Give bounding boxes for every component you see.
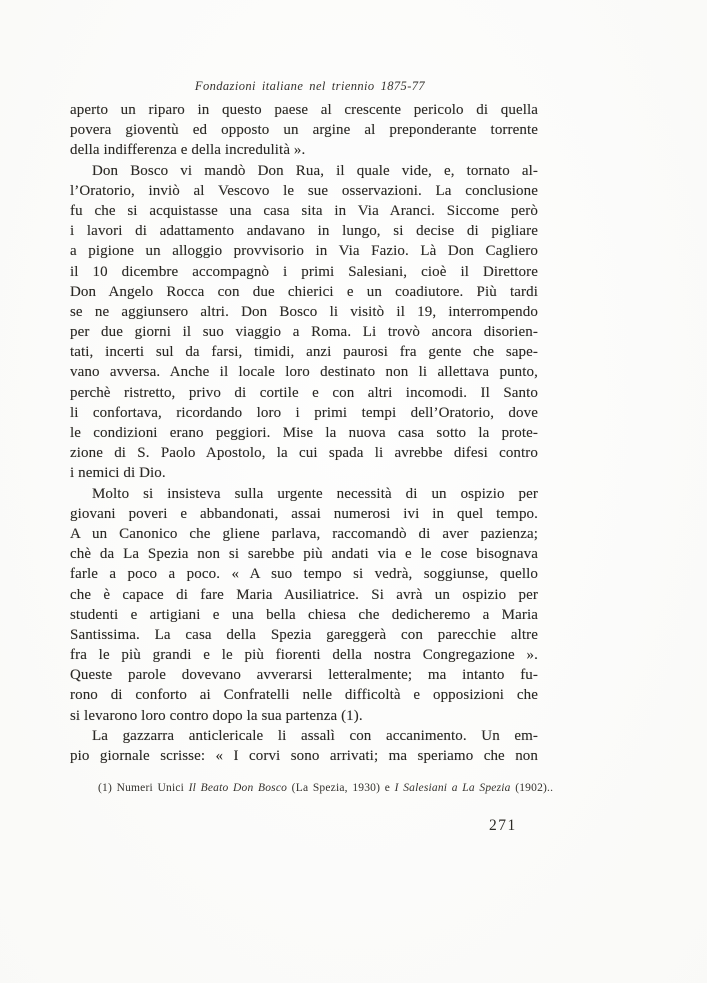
text-line: vano avversa. Anche il locale loro destinato non li allettava punto, bbox=[70, 364, 538, 381]
text-line: studenti e artigiani e una bella chiesa che dedicheremo a Maria bbox=[70, 606, 538, 623]
text-line: Don Angelo Rocca con due chierici e un coadiutore. Più tardi bbox=[70, 283, 538, 300]
running-head: Fondazioni italiane nel triennio 1875-77 bbox=[194, 79, 426, 93]
text-line: La gazzarra anticlericale li assalì con accanimento. Un em- bbox=[92, 727, 538, 744]
footnote-text: (1902).. bbox=[510, 782, 554, 794]
text-line: Queste parole dovevano avverarsi letteralmente; ma intanto fu- bbox=[70, 667, 538, 684]
text-line: per due giorni il suo viaggio a Roma. Li trovò ancora disorien- bbox=[70, 324, 538, 341]
footnote bbox=[70, 782, 570, 794]
text-line: li confortava, ricordando loro i primi tempi dell’Oratorio, dove bbox=[70, 404, 538, 421]
text-line: tati, incerti sul da farsi, timidi, anzi paurosi fra gente che sape- bbox=[70, 344, 538, 361]
text-line: il 10 dicembre accompagnò i primi Salesiani, cioè il Direttore bbox=[70, 263, 538, 280]
text-line: rono di conforto ai Confratelli nelle difficoltà e opposizioni che bbox=[70, 687, 538, 704]
text-line: perchè ristretto, privo di cortile e con altri incomodi. Il Santo bbox=[70, 384, 538, 401]
text-line: i lavori di adattamento andavano in lungo, si decise di pigliare bbox=[70, 223, 538, 240]
text-line: fu che si acquistasse una casa sita in Via Aranci. Siccome però bbox=[70, 202, 538, 219]
text-line: che è capace di fare Maria Ausiliatrice. Si avrà un ospizio per bbox=[70, 586, 538, 603]
text-line: Molto si insisteva sulla urgente necessità di un ospizio per bbox=[92, 485, 538, 502]
footnote-title: I Salesiani a La Spezia bbox=[394, 782, 511, 794]
footnote-title: Il Beato Don Bosco bbox=[188, 782, 288, 794]
text-line: zione di S. Paolo Apostolo, la cui spada li avrebbe difesi contro bbox=[70, 445, 538, 462]
text-line: chè da La Spezia non si sarebbe più andati via e le cose bisognava bbox=[70, 546, 538, 563]
text-line: Don Bosco vi mandò Don Rua, il quale vide, e, tornato al- bbox=[92, 162, 538, 179]
text-line: l’Oratorio, inviò al Vescovo le sue osservazioni. La conclusione bbox=[70, 182, 538, 199]
text-line: fra le più grandi e le più fiorenti della nostra Congregazione ». bbox=[70, 647, 538, 664]
text-line: della indifferenza e della incredulità ». bbox=[70, 142, 306, 159]
text-line: le condizioni erano peggiori. Mise la nuova casa sotto la prote- bbox=[70, 425, 538, 441]
text-line: farle a poco a poco. « A suo tempo si vedrà, soggiunse, quello bbox=[70, 566, 538, 583]
footnote-text: (La Spezia, 1930) e bbox=[287, 782, 395, 794]
footnote-text: (1) Numeri Unici bbox=[98, 782, 189, 794]
body-text bbox=[70, 100, 538, 766]
text-line: se ne aggiunsero altri. Don Bosco li visitò il 19, interrompendo bbox=[70, 303, 538, 320]
text-line: Santissima. La casa della Spezia gareggerà con parecchie altre bbox=[70, 626, 538, 643]
text-line: pio giornale scrisse: « I corvi sono arrivati; ma speriamo che non bbox=[70, 748, 538, 764]
page-number: 271 bbox=[489, 817, 517, 834]
text-line: si levarono loro contro dopo la sua partenza (1). bbox=[70, 707, 363, 724]
text-line: a pigione un alloggio provvisorio in Via Fazio. Là Don Cagliero bbox=[70, 243, 538, 260]
text-line: giovani poveri e abbandonati, assai numerosi ivi in quel tempo. bbox=[70, 505, 538, 522]
text-line: aperto un riparo in questo paese al crescente pericolo di quella bbox=[70, 102, 538, 118]
text-line: i nemici di Dio. bbox=[70, 465, 166, 482]
text-line: povera gioventù ed opposto un argine al preponderante torrente bbox=[70, 122, 538, 139]
text-line: A un Canonico che gliene parlava, raccomandò di aver pazienza; bbox=[70, 525, 538, 542]
